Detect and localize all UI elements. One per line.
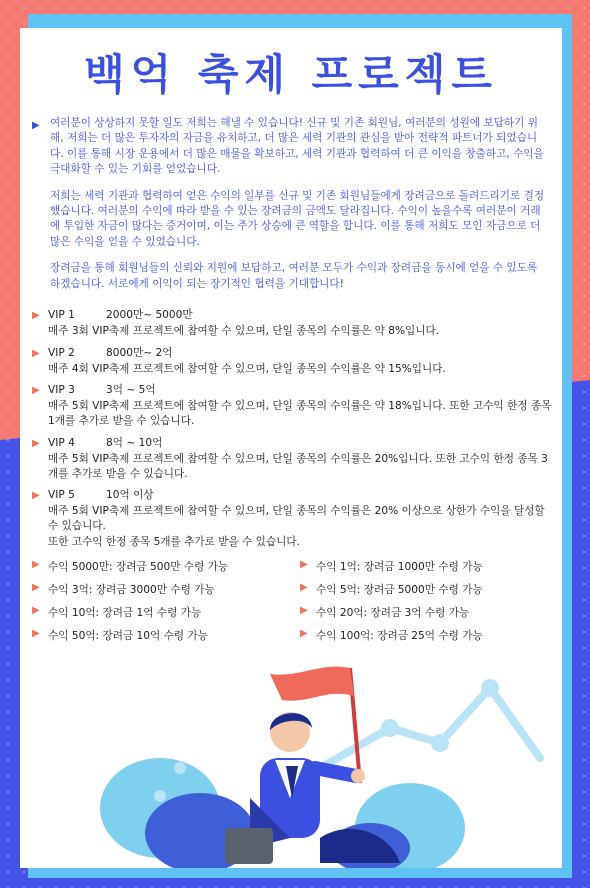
leader-flag-illustration <box>20 648 562 868</box>
triangle-bullet-icon: ▶ <box>32 385 40 396</box>
vip-description-extra: 또한 고수익 한정 종목 5개를 추가로 받을 수 있습니다. <box>48 535 300 548</box>
intro-paragraph: ▶ 여러분이 상상하지 못할 일도 저희는 해낼 수 있습니다! 신규 및 기존 회원님, 여러분의 성원에 보답하기 위해, 저희는 더 많은 투자자의 자금을 유치하고, 더 많은 세력 기관의 관심을 받아 전략적 파트너가 되었습니다. 이를 통해 시장 운용에서 더 많은 매물을 확보하고, 세력 기관과 협력하여 더 큰 이익을 창출하고, 수익을 극대화할 수 있는 기회를 얻었습니다. <box>32 117 544 176</box>
triangle-bullet-icon: ▶ <box>32 490 40 501</box>
vip-tier <box>32 383 552 430</box>
triangle-bullet-icon: ▶ <box>32 559 40 570</box>
vip-description: 매주 5회 VIP축제 프로젝트에 참여할 수 있으며, 단일 종목의 수익률은 약 18%입니다. 또한 고수익 한정 종목 1개를 추가로 받을 수 있습니다. <box>48 399 552 427</box>
triangle-bullet-icon: ▶ <box>32 438 40 449</box>
vip-level: VIP 5 <box>48 489 75 501</box>
poster-card <box>20 28 562 868</box>
intro-paragraph: 장려금을 통해 회원님들의 신뢰와 지원에 보답하고, 여러분 모두가 수익과 장려금을 동시에 얻을 수 있도록 하겠습니다. 서로에게 이익이 되는 장기적인 협력을 기대합니다! <box>50 262 538 290</box>
triangle-bullet-icon: ▶ <box>300 605 308 616</box>
reward-item: ▶ 수익 5000만: 장려금 500만 수령 가능 <box>32 559 229 573</box>
vip-tier <box>32 488 552 550</box>
triangle-bullet-icon: ▶ <box>32 120 40 131</box>
vip-level: VIP 2 <box>48 347 75 359</box>
vip-tier <box>32 436 552 483</box>
triangle-bullet-icon: ▶ <box>32 310 40 321</box>
vip-level: VIP 1 <box>48 309 75 321</box>
reward-item: ▶ 수익 100억: 장려금 25억 수령 가능 <box>300 628 483 642</box>
vip-range: 3억 ~ 5억 <box>106 384 156 396</box>
vip-range: 8000만~ 2억 <box>106 347 173 359</box>
reward-item: ▶ 수익 5억: 장려금 5000만 수령 가능 <box>300 582 483 596</box>
vip-range: 8억 ~ 10억 <box>106 437 163 449</box>
triangle-bullet-icon: ▶ <box>300 628 308 639</box>
vip-level: VIP 4 <box>48 437 75 449</box>
intro-section <box>32 116 548 303</box>
triangle-bullet-icon: ▶ <box>32 605 40 616</box>
triangle-bullet-icon: ▶ <box>32 348 40 359</box>
vip-tier <box>32 308 552 339</box>
vip-range: 10억 이상 <box>106 489 154 501</box>
reward-item: ▶ 수익 3억: 장려금 3000만 수령 가능 <box>32 582 215 596</box>
reward-item: ▶ 수익 10억: 장려금 1억 수령 가능 <box>32 605 202 619</box>
vip-tier <box>32 346 552 377</box>
reward-item: ▶ 수익 20억: 장려금 3억 수령 가능 <box>300 605 470 619</box>
triangle-bullet-icon: ▶ <box>32 628 40 639</box>
vip-description: 매주 3회 VIP축제 프로젝트에 참여할 수 있으며, 단일 종목의 수익률은 약 8%입니다. <box>48 324 440 337</box>
triangle-bullet-icon: ▶ <box>32 582 40 593</box>
reward-item: ▶ 수익 50억: 장려금 10억 수령 가능 <box>32 628 208 642</box>
vip-description: 매주 5회 VIP축제 프로젝트에 참여할 수 있으며, 단일 종목의 수익률은 20%입니다. 또한 고수익 한정 종목 3개를 추가로 받을 수 있습니다. <box>48 452 548 480</box>
vip-range: 2000만~ 5000만 <box>106 309 193 321</box>
vip-description: 매주 4회 VIP축제 프로젝트에 참여할 수 있으며, 단일 종목의 수익률은 약 15%입니다. <box>48 362 446 375</box>
triangle-bullet-icon: ▶ <box>300 559 308 570</box>
reward-item: ▶ 수익 1억: 장려금 1000만 수령 가능 <box>300 559 483 573</box>
triangle-bullet-icon: ▶ <box>300 582 308 593</box>
vip-level: VIP 3 <box>48 384 75 396</box>
page-title: 백억 축제 프로젝트 <box>84 50 498 99</box>
intro-paragraph: 저희는 세력 기관과 협력하여 얻은 수익의 일부를 신규 및 기존 회원님들에게 장려금으로 돌려드리기로 결정했습니다. 여러분의 수익에 따라 받을 수 있는 장려금의 금액도 달라집니다. 수익이 높을수록 여러분이 거래에 투입한 자금이 많다는 증거이며, 이는 주가 상승에 큰 역할을 합니다. 이를 통해 저희도 모인 자금으로 더 많은 수익을 얻을 수 있었습니다. <box>50 189 545 248</box>
vip-description: 매주 5회 VIP축제 프로젝트에 참여할 수 있으며, 단일 종목의 수익률은 20% 이상으로 상한가 수익을 달성할 수 있습니다. <box>48 504 545 532</box>
